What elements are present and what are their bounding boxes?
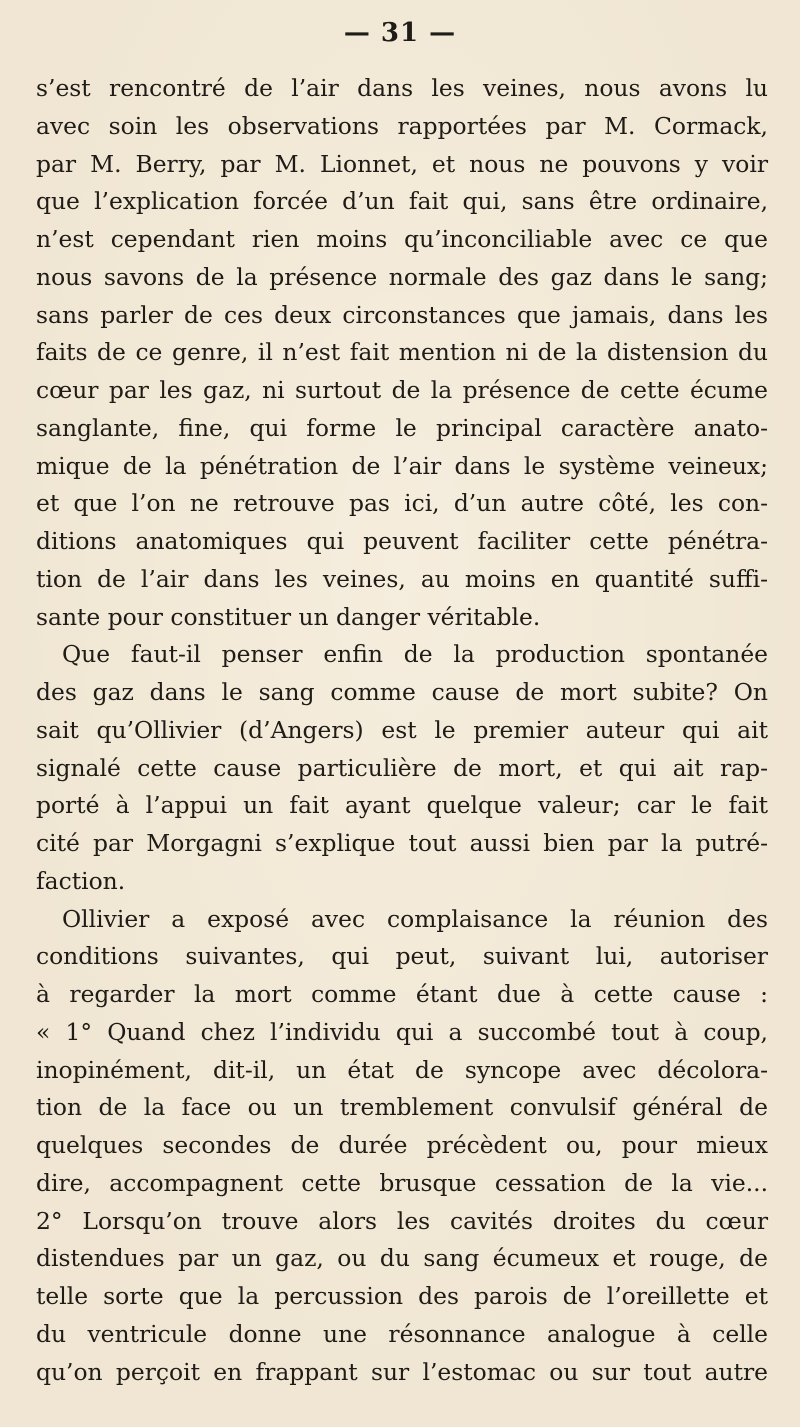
text-line: sante pour constituer un danger véritable.: [36, 602, 541, 631]
paragraph-start-line: Ollivier a exposé avec complaisance la réunion des: [62, 904, 768, 933]
text-line: cité par Morgagni s’explique tout aussi bien par la putré-: [36, 829, 768, 857]
text-line: inopinément, dit-il, un état de syncope avec décolora-: [36, 1055, 768, 1084]
text-line: sans parler de ces deux circonstances que jamais, dans les: [36, 300, 768, 329]
text-line: quelques secondes de durée précèdent ou, pour mieux: [36, 1131, 768, 1159]
text-line: avec soin les observations rapportées par M. Cormack,: [36, 111, 768, 140]
text-line: tion de la face ou un tremblement convulsif général de: [36, 1093, 768, 1122]
text-line: qu’on perçoit en frappant sur l’estomac ou sur tout autre: [36, 1357, 768, 1386]
text-line: distendues par un gaz, ou du sang écumeux et rouge, de: [36, 1244, 768, 1273]
paragraph-start-line: Que faut-il penser enfin de la production spontanée: [62, 640, 768, 669]
text-line: n’est cependant rien moins qu’inconciliable avec ce que: [36, 225, 768, 253]
text-line: s’est rencontré de l’air dans les veines, nous avons lu: [36, 74, 768, 102]
text-line: nous savons de la présence normale des gaz dans le sang;: [36, 262, 768, 291]
text-line: à regarder la mort comme étant due à cette cause :: [36, 980, 768, 1008]
text-line: telle sorte que la percussion des parois de l’oreillette et: [36, 1282, 768, 1310]
text-line: et que l’on ne retrouve pas ici, d’un autre côté, les con-: [36, 489, 768, 518]
text-line: du ventricule donne une résonnance analogue à celle: [36, 1319, 768, 1348]
text-line: dire, accompagnent cette brusque cessation de la vie...: [36, 1168, 768, 1197]
text-line: ditions anatomiques qui peuvent faciliter cette pénétra-: [36, 527, 768, 555]
text-line: des gaz dans le sang comme cause de mort subite? On: [36, 678, 768, 706]
text-line: « 1° Quand chez l’individu qui a succombé tout à coup,: [36, 1017, 768, 1046]
text-line: par M. Berry, par M. Lionnet, et nous ne pouvons y voir: [36, 149, 768, 178]
text-line: mique de la pénétration de l’air dans le système veineux;: [36, 451, 768, 480]
text-line: faits de ce genre, il n’est fait mention ni de la distension du: [36, 338, 768, 367]
text-line: 2° Lorsqu’on trouve alors les cavités droites du cœur: [36, 1206, 768, 1235]
text-line: sanglante, fine, qui forme le principal caractère anato-: [36, 413, 768, 442]
text-line: sait qu’Ollivier (d’Angers) est le premier auteur qui ait: [36, 715, 768, 744]
text-line: faction.: [36, 866, 126, 895]
page-number: — 31 —: [343, 18, 457, 48]
text-line: signalé cette cause particulière de mort, et qui ait rap-: [36, 753, 768, 782]
body-text: [36, 70, 768, 1391]
text-line: conditions suivantes, qui peut, suivant lui, autoriser: [36, 942, 768, 971]
text-line: cœur par les gaz, ni surtout de la présence de cette écume: [36, 376, 768, 404]
text-line: porté à l’appui un fait ayant quelque valeur; car le fait: [36, 791, 768, 820]
text-line: tion de l’air dans les veines, au moins en quantité suffi-: [36, 564, 768, 593]
text-line: que l’explication forcée d’un fait qui, sans être ordinaire,: [36, 187, 768, 216]
